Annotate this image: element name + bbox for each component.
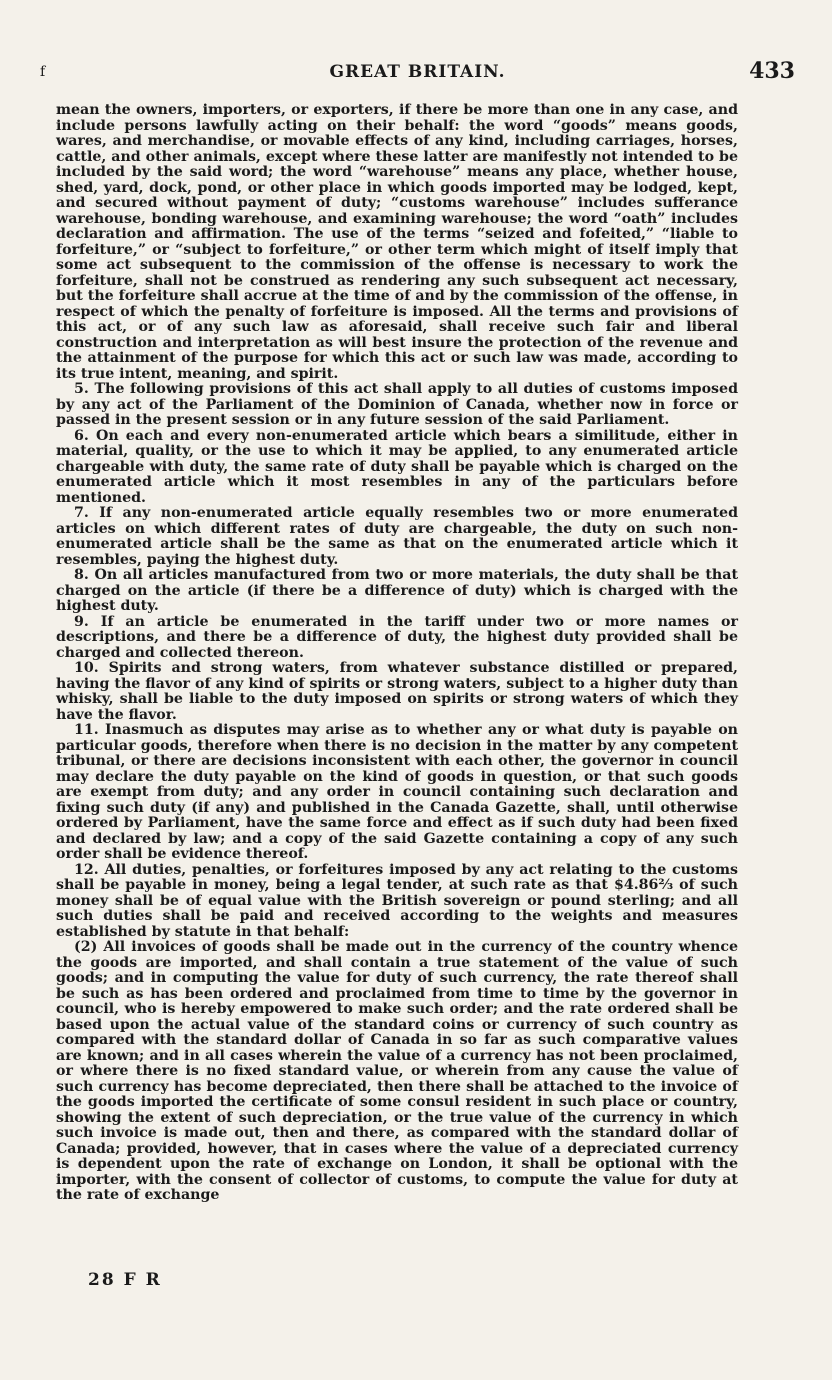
- section-12-subsection-2: (2) All invoices of goods shall be made out in the currency of the country whence the goods are imported, and shall contain a true statement of the value of such goods; and in computing the value for duty of such currency, the rate thereof shall be such as has been ordered and proclaimed from time to time by the governor in council, who is hereby empowered to make such order; and the rate ordered shall be based upon the actual value of the standard coins or currency of such country as compared with the standard dollar of Canada in so far as such comparative values are known; and in all cases wherein the value of a currency has not been proclaimed, or where there is no fixed standard value, or wherein from any cause the value of such currency has become depreciated, then there shall be attached to the invoice of the goods imported the certificate of some consul resident in such place or country, showing the extent of such depreciation, or the true value of the currency in which such invoice is made out, then and there, as compared with the standard dollar of Canada; provided, however, that in cases where the value of a depreciated currency is dependent upon the rate of exchange on London, it shall be optional with the importer, with the consent of collector of customs, to compute the value for duty at the rate of exchange: [56, 939, 738, 1203]
- paragraph-continuation: mean the owners, importers, or exporters, if there be more than one in any case, and include persons lawfully acting on their behalf: the word “goods” means goods, wares, and merchandise, or movable effects of any kind, including carriages, horses, cattle, and other animals, except where these latter are manifestly not intended to be included by the said word; the word “warehouse” means any place, whether house, shed, yard, dock, pond, or other place in which goods imported may be lodged, kept, and secured without payment of duty; “customs warehouse” includes sufferance warehouse, bonding warehouse, and examining warehouse; the word “oath” includes declaration and affirmation. The use of the terms “seized and fofeited,” “liable to forfeiture,” or “subject to forfeiture,” or other term which might of itself imply that some act subsequent to the commission of the offense is necessary to work the forfeiture, shall not be construed as rendering any such subsequent act necessary, but the forfeiture shall accrue at the time of and by the commission of the offense, in respect of which the penalty of forfeiture is imposed. All the terms and provisions of this act, or of any such law as aforesaid, shall receive such fair and liberal construction and interpretation as will best insure the protection of the revenue and the attainment of the purpose for which this act or such law was made, according to its true intent, meaning, and spirit.: [56, 102, 738, 382]
- page-number: 433: [749, 58, 795, 84]
- section-7: 7. If any non-enumerated article equally resembles two or more enumerated articles on which different rates of duty are chargeable, the duty on such non-enumerated article shall be the same as that on the enumerated article which it resembles, paying the highest duty.: [56, 505, 738, 568]
- section-10: 10. Spirits and strong waters, from whatever substance distilled or prepared, having the flavor of any kind of spirits or strong waters, subject to a higher duty than whisky, shall be liable to the duty imposed on spirits or strong waters of which they have the flavor.: [56, 660, 738, 723]
- signature-mark: 28 F R: [88, 1270, 162, 1290]
- section-12: 12. All duties, penalties, or forfeitures imposed by any act relating to the customs shall be payable in money, being a legal tender, at such rate as that $4.86⅔ of such money shall be of equal value with the British sovereign or pound sterling; and all such duties shall be paid and received according to the weights and measures established by statute in that behalf:: [56, 861, 738, 940]
- section-8: 8. On all articles manufactured from two or more materials, the duty shall be that charged on the article (if there be a difference of duty) which is charged with the highest duty.: [56, 567, 738, 614]
- body-text: [56, 103, 738, 1204]
- section-5: 5. The following provisions of this act shall apply to all duties of customs imposed by any act of the Parliament of the Dominion of Canada, whether now in force or passed in the present session or in any future session of the said Parliament.: [56, 381, 738, 428]
- section-6: 6. On each and every non-enumerated article which bears a similitude, either in material, quality, or the use to which it may be applied, to any enumerated article chargeable with duty, the same rate of duty shall be payable which is charged on the enumerated article which it most resembles in any of the particulars before mentioned.: [56, 427, 738, 506]
- margin-mark: f: [40, 64, 46, 80]
- page-header: [40, 58, 795, 92]
- section-9: 9. If an article be enumerated in the tariff under two or more names or descriptions, and there be a difference of duty, the highest duty provided shall be charged and collected thereon.: [56, 613, 738, 661]
- section-11: 11. Inasmuch as disputes may arise as to whether any or what duty is payable on particular goods, therefore when there is no decision in the matter by any competent tribunal, or there are decisions inconsistent with each other, the governor in council may declare the duty payable on the kind of goods in question, or that such goods are exempt from duty; and any order in council containing such declaration and fixing such duty (if any) and published in the Canada Gazette, shall, until otherwise ordered by Parliament, have the same force and effect as if such duty had been fixed and declared by law; and a copy of the said Gazette containing a copy of any such order shall be evidence thereof.: [56, 722, 738, 862]
- running-title: GREAT BRITAIN.: [329, 62, 506, 82]
